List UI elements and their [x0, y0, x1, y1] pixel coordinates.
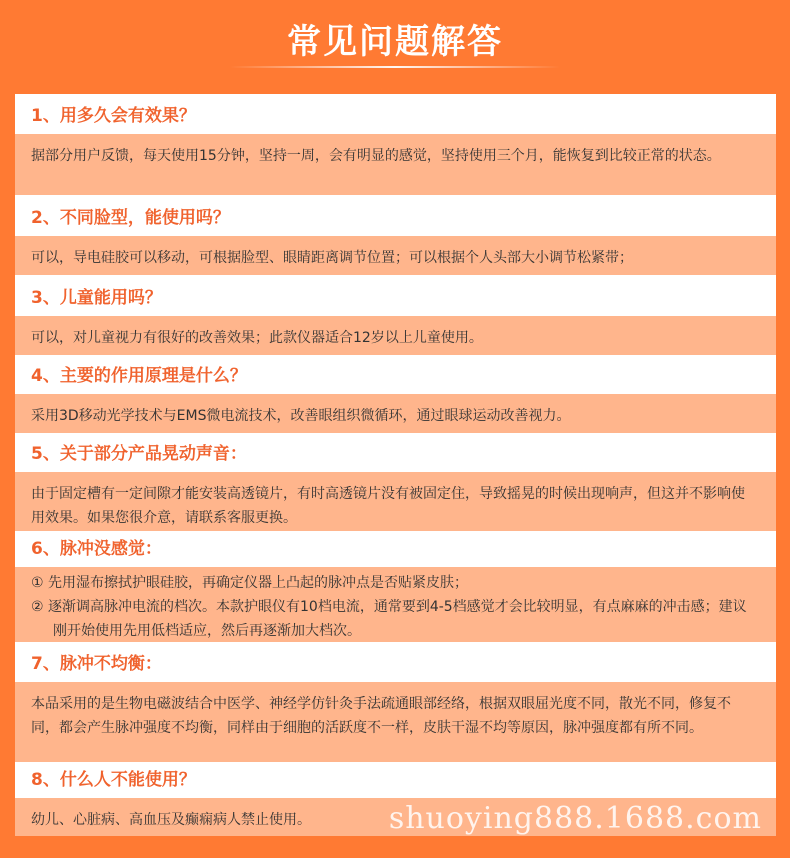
page-title: 常见问题解答 — [287, 22, 503, 62]
faq-question-1: 1、用多久会有效果？ — [15, 98, 776, 134]
faq-answer-2 — [15, 236, 776, 275]
faq-question-4: 4、主要的作用原理是什么？ — [15, 358, 776, 394]
faq-answer-text: 据部分用户反馈，每天使用15分钟，坚持一周，会有明显的感觉，坚持使用三个月，能恢复到比较正常的状态。 — [31, 148, 721, 164]
faq-panel — [15, 94, 776, 836]
faq-answer-item-2: ② 逐渐调高脉冲电流的档次。本款护眼仪有10档电流，通常要到4-5档感觉才会比较明显，有点麻麻的冲击感；建议刚开始使用先用低档适应，然后再逐渐加大档次。 — [31, 599, 747, 639]
faq-answer-6 — [15, 567, 776, 642]
faq-question-3: 3、儿童能用吗？ — [15, 280, 776, 316]
faq-answer-1 — [15, 134, 776, 195]
faq-answer-text: 可以，导电硅胶可以移动，可根据脸型、眼睛距离调节位置；可以根据个人头部大小调节松紧带； — [31, 250, 633, 266]
header — [0, 0, 790, 80]
faq-answer-text: 幼儿、心脏病、高血压及癫痫病人禁止使用。 — [31, 812, 311, 828]
faq-answer-text: 可以，对儿童视力有很好的改善效果；此款仪器适合12岁以上儿童使用。 — [31, 330, 483, 346]
watermark: shuoying888.1688.com — [388, 801, 762, 836]
title-underline — [230, 66, 560, 68]
faq-answer-text: 本品采用的是生物电磁波结合中医学、神经学仿针灸手法疏通眼部经络，根据双眼屈光度不同，散光不同，修复不同，都会产生脉冲强度不均衡，同样由于细胞的活跃度不一样，皮肤干湿不均等原因，脉冲强度都有所不同。 — [31, 696, 731, 736]
faq-answer-text: 由于固定槽有一定间隙才能安装高透镜片，有时高透镜片没有被固定住，导致摇晃的时候出现响声，但这并不影响使用效果。如果您很介意，请联系客服更换。 — [31, 486, 745, 526]
faq-answer-5 — [15, 472, 776, 535]
faq-question-2: 2、不同脸型，能使用吗？ — [15, 200, 776, 236]
faq-question-5: 5、关于部分产品晃动声音： — [15, 436, 776, 472]
faq-question-8: 8、什么人不能使用？ — [15, 762, 776, 798]
faq-answer-3 — [15, 316, 776, 355]
faq-question-6: 6、脉冲没感觉： — [15, 531, 776, 567]
faq-answer-7 — [15, 682, 776, 765]
faq-answer-item-1: ① 先用湿布擦拭护眼硅胶，再确定仪器上凸起的脉冲点是否贴紧皮肤； — [31, 575, 468, 591]
faq-answer-text: 采用3D移动光学技术与EMS微电流技术，改善眼组织微循环，通过眼球运动改善视力。 — [31, 408, 571, 424]
faq-answer-4 — [15, 394, 776, 433]
faq-question-7: 7、脉冲不均衡： — [15, 646, 776, 682]
